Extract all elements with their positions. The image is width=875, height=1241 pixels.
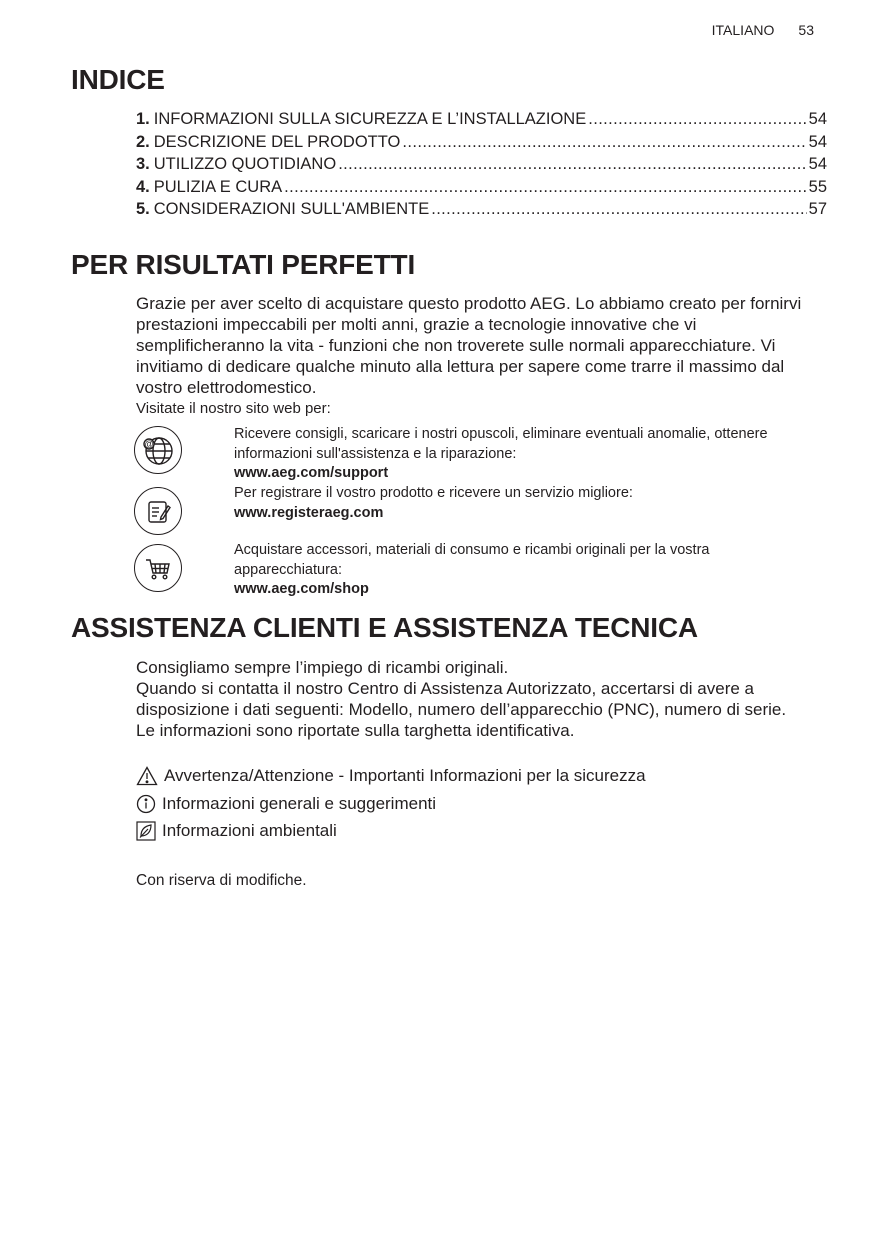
assistance-line: Le informazioni sono riportate sulla targhetta identificativa. [136, 721, 575, 740]
results-title: PER RISULTATI PERFETTI [71, 249, 416, 280]
register-link[interactable]: www.registeraeg.com [234, 504, 384, 521]
toc-item-page: 54 [808, 132, 827, 151]
toc-item-page: 54 [808, 110, 827, 128]
toc-item-number: 3. [136, 155, 150, 173]
leaf-icon [136, 821, 156, 841]
toc-item[interactable] [136, 200, 827, 223]
shop-link-block [234, 541, 814, 600]
toc-item-label: DESCRIZIONE DEL PRODOTTO [153, 132, 401, 151]
toc-leader [338, 155, 806, 174]
index-title: INDICE [71, 64, 165, 95]
language-label: ITALIANO [711, 22, 775, 38]
toc-leader [588, 110, 806, 129]
support-link[interactable]: www.aeg.com/support [234, 465, 389, 481]
toc-item-page: 55 [808, 177, 827, 196]
globe-icon [134, 426, 182, 474]
legend-info [136, 794, 436, 814]
assistance-title: ASSISTENZA CLIENTI E ASSISTENZA TECNICA [71, 612, 698, 643]
page-header [712, 22, 814, 38]
info-icon [136, 794, 156, 814]
table-of-contents [136, 110, 827, 223]
reserve-note: Con riserva di modifiche. [136, 872, 307, 889]
support-link-block [234, 425, 814, 484]
toc-leader [284, 178, 807, 197]
toc-item-page: 57 [808, 200, 827, 218]
toc-item-number: 5. [136, 200, 150, 218]
toc-leader [402, 133, 806, 152]
legend-info-text: Informazioni generali e suggerimenti [162, 794, 437, 813]
register-icon-wrap [134, 487, 182, 535]
assistance-line: Consigliamo sempre l’impiego di ricambi originali. [136, 658, 509, 677]
svg-text:@: @ [144, 439, 154, 449]
toc-item-label: UTILIZZO QUOTIDIANO [153, 155, 337, 173]
assistance-line: Quando si contatta il nostro Centro di Assistenza Autorizzato, accertarsi di avere a disposizione i dati seguenti: Modello, numero dell’apparecchio (PNC), numero di serie. [136, 679, 787, 719]
visit-text: Visitate il nostro sito web per: [136, 400, 331, 417]
globe-icon-wrap [134, 426, 182, 474]
shop-link[interactable]: www.aeg.com/shop [234, 581, 369, 597]
legend-warning-text: Avvertenza/Attenzione - Importanti Informazioni per la sicurezza [164, 766, 646, 785]
toc-item-number: 2. [136, 132, 150, 151]
register-text: Per registrare il vostro prodotto e ricevere un servizio migliore: [234, 485, 633, 501]
cart-icon [134, 544, 182, 592]
cart-icon-wrap [134, 544, 182, 592]
assistance-text [136, 657, 826, 741]
toc-item-label: INFORMAZIONI SULLA SICUREZZA E L’INSTALLAZIONE [153, 110, 587, 128]
legend-environment [136, 821, 337, 841]
toc-item-number: 4. [136, 177, 150, 196]
warning-icon [136, 766, 158, 786]
page-number: 53 [798, 22, 814, 38]
legend-warning [136, 766, 646, 786]
toc-item[interactable] [136, 110, 827, 133]
legend-environment-text: Informazioni ambientali [162, 821, 337, 840]
toc-item[interactable] [136, 178, 827, 201]
toc-item-label: PULIZIA E CURA [153, 177, 283, 196]
intro-paragraph: Grazie per aver scelto di acquistare questo prodotto AEG. Lo abbiamo creato per fornirvi prestazioni impeccabili per molti anni, grazie a tecnologie innovative che vi semplificheranno la vita - funzioni che non troverete sulle normali apparecchiature. Vi invitiamo di dedicare qualche minuto alla lettura per sapere come trarre il massimo dal vostro elettrodomestico. [136, 294, 802, 397]
shop-text: Acquistare accessori, materiali di consumo e ricambi originali per la vostra apparecchiatura: [234, 542, 710, 578]
toc-item-number: 1. [136, 110, 150, 128]
register-link-block [234, 484, 814, 523]
register-icon [134, 487, 182, 535]
support-text: Ricevere consigli, scaricare i nostri opuscoli, eliminare eventuali anomalie, ottenere informazioni sull'assistenza e la riparazione: [234, 426, 768, 462]
toc-leader [431, 200, 806, 219]
toc-item-label: CONSIDERAZIONI SULL'AMBIENTE [153, 200, 430, 218]
toc-item[interactable] [136, 155, 827, 178]
toc-item-page: 54 [808, 155, 827, 173]
toc-item[interactable] [136, 133, 827, 156]
